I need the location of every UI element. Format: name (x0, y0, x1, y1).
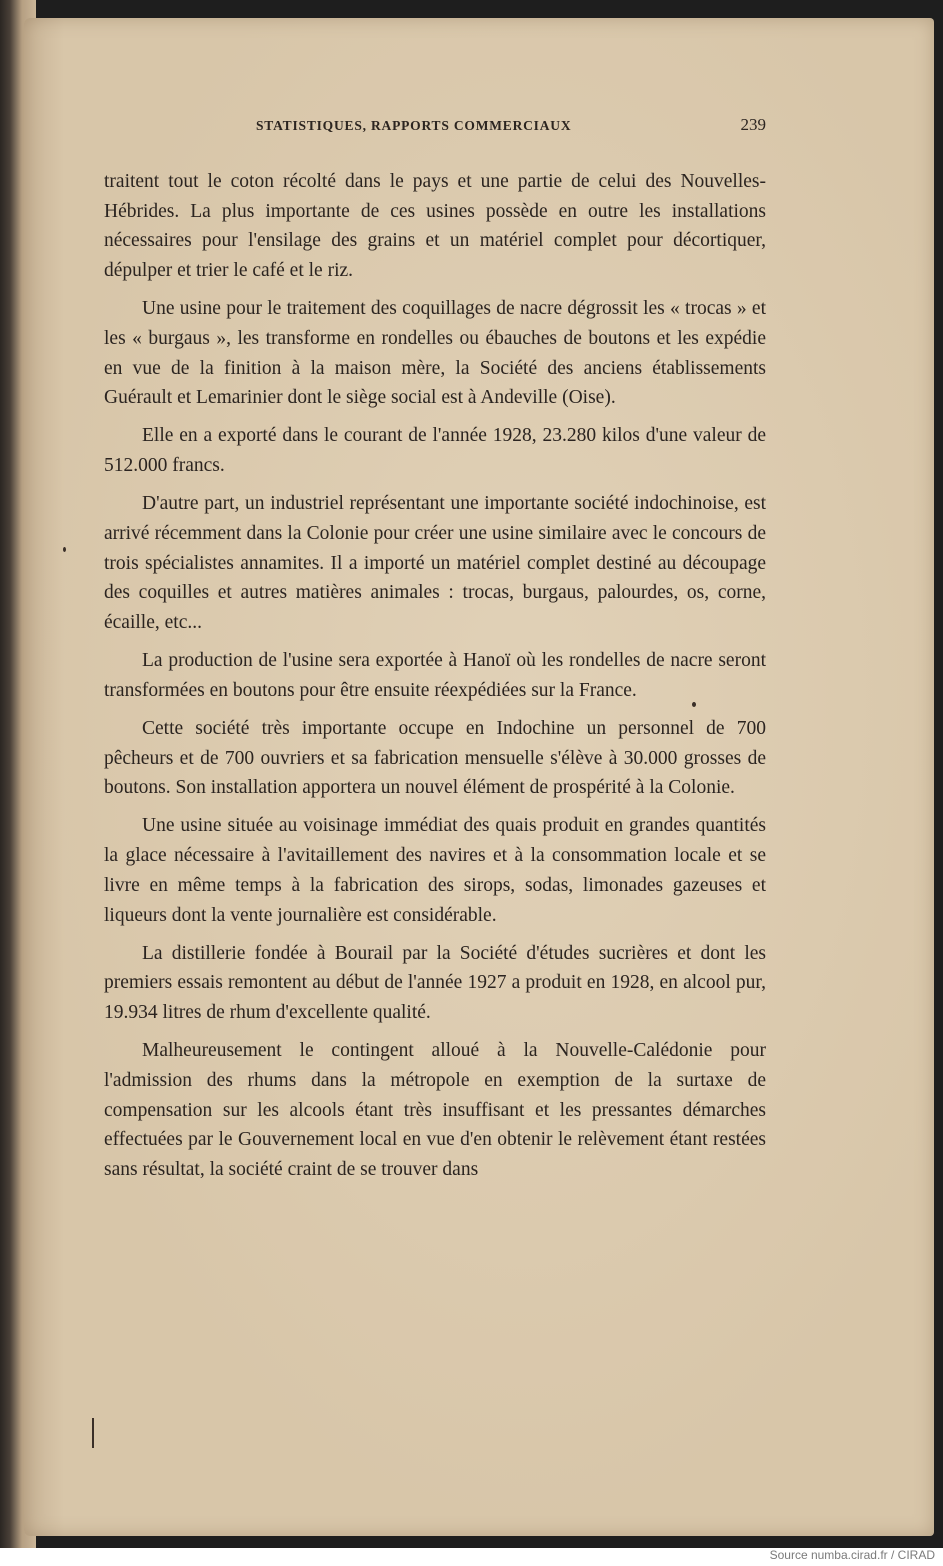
paragraph-rum-quota: Malheureusement le contingent alloué à la Nouvelle-Calédonie pour l'admission des rhums dans la métropole en exemption de la surtaxe de compensation sur les alcools étant très insuffisant et les pressantes démarches effectuées par le Gouvernement local en vue d'en obtenir le relèvement étant restées sans résultat, la société craint de se trouver dans (104, 1040, 766, 1180)
paragraph-exports-1928: Elle en a exporté dans le courant de l'année 1928, 23.280 kilos d'une valeur de 512.000 francs. (104, 425, 766, 477)
ink-speck (692, 702, 696, 707)
running-title: STATISTIQUES, RAPPORTS COMMERCIAUX (256, 118, 572, 133)
source-credit: Source numba.cirad.fr / CIRAD (769, 1548, 935, 1562)
paragraph-production-hanoi: La production de l'usine sera exportée à Hanoï où les rondelles de nacre seront transformées en boutons pour être ensuite réexpédiées sur la France. (104, 650, 766, 701)
running-header (256, 115, 766, 140)
margin-stroke (92, 1418, 94, 1448)
body-text (104, 167, 766, 1193)
page-number: 239 (740, 115, 766, 134)
paragraph-nacre-factory: Une usine pour le traitement des coquillages de nacre dégrossit les « trocas » et les « burgaus », les transforme en rondelles ou ébauches de boutons et les expédie en vue de la finition à la maison mère, la Société des anciens établissements Guérault et Lemarinier dont le siège social est à Andeville (Oise). (104, 298, 766, 409)
paragraph-indochinese-industrialist: D'autre part, un industriel représentant une importante société indochinoise, est arrivé récemment dans la Colonie pour créer une usine similaire avec le concours de trois spécialistes annamites. Il a importé un matériel complet destiné au découpage des coquilles et autres matières animales : trocas, burgaus, palourdes, os, corne, écaille, etc... (104, 493, 766, 634)
paragraph-cotton-continued: traitent tout le coton récolté dans le pays et une partie de celui des Nouvelles-Hébrides. La plus importante de ces usines possède en outre les installations nécessaires pour l'ensilage des grains et un matériel complet pour décortiquer, dépulper et trier le café et le riz. (104, 171, 766, 282)
paragraph-ice-factory: Une usine située au voisinage immédiat des quais produit en grandes quantités la glace nécessaire à l'avitaillement des navires et à la consommation locale et se livre en même temps à la fabrication des sirops, sodas, limonades gazeuses et liqueurs dont la vente journalière est considérable. (104, 815, 766, 926)
ink-speck (63, 547, 66, 552)
paragraph-company-staff: Cette société très importante occupe en Indochine un personnel de 700 pêcheurs et de 700 ouvriers et sa fabrication mensuelle s'élève à 30.000 grosses de boutons. Son installation apportera un nouvel élément de prospérité à la Colonie. (104, 717, 766, 799)
paragraph-bourail-distillery: La distillerie fondée à Bourail par la Société d'études sucrières et dont les premiers essais remontent au début de l'année 1927 a produit en 1928, en alcool pur, 19.934 litres de rhum d'excellente qualité. (104, 942, 766, 1024)
